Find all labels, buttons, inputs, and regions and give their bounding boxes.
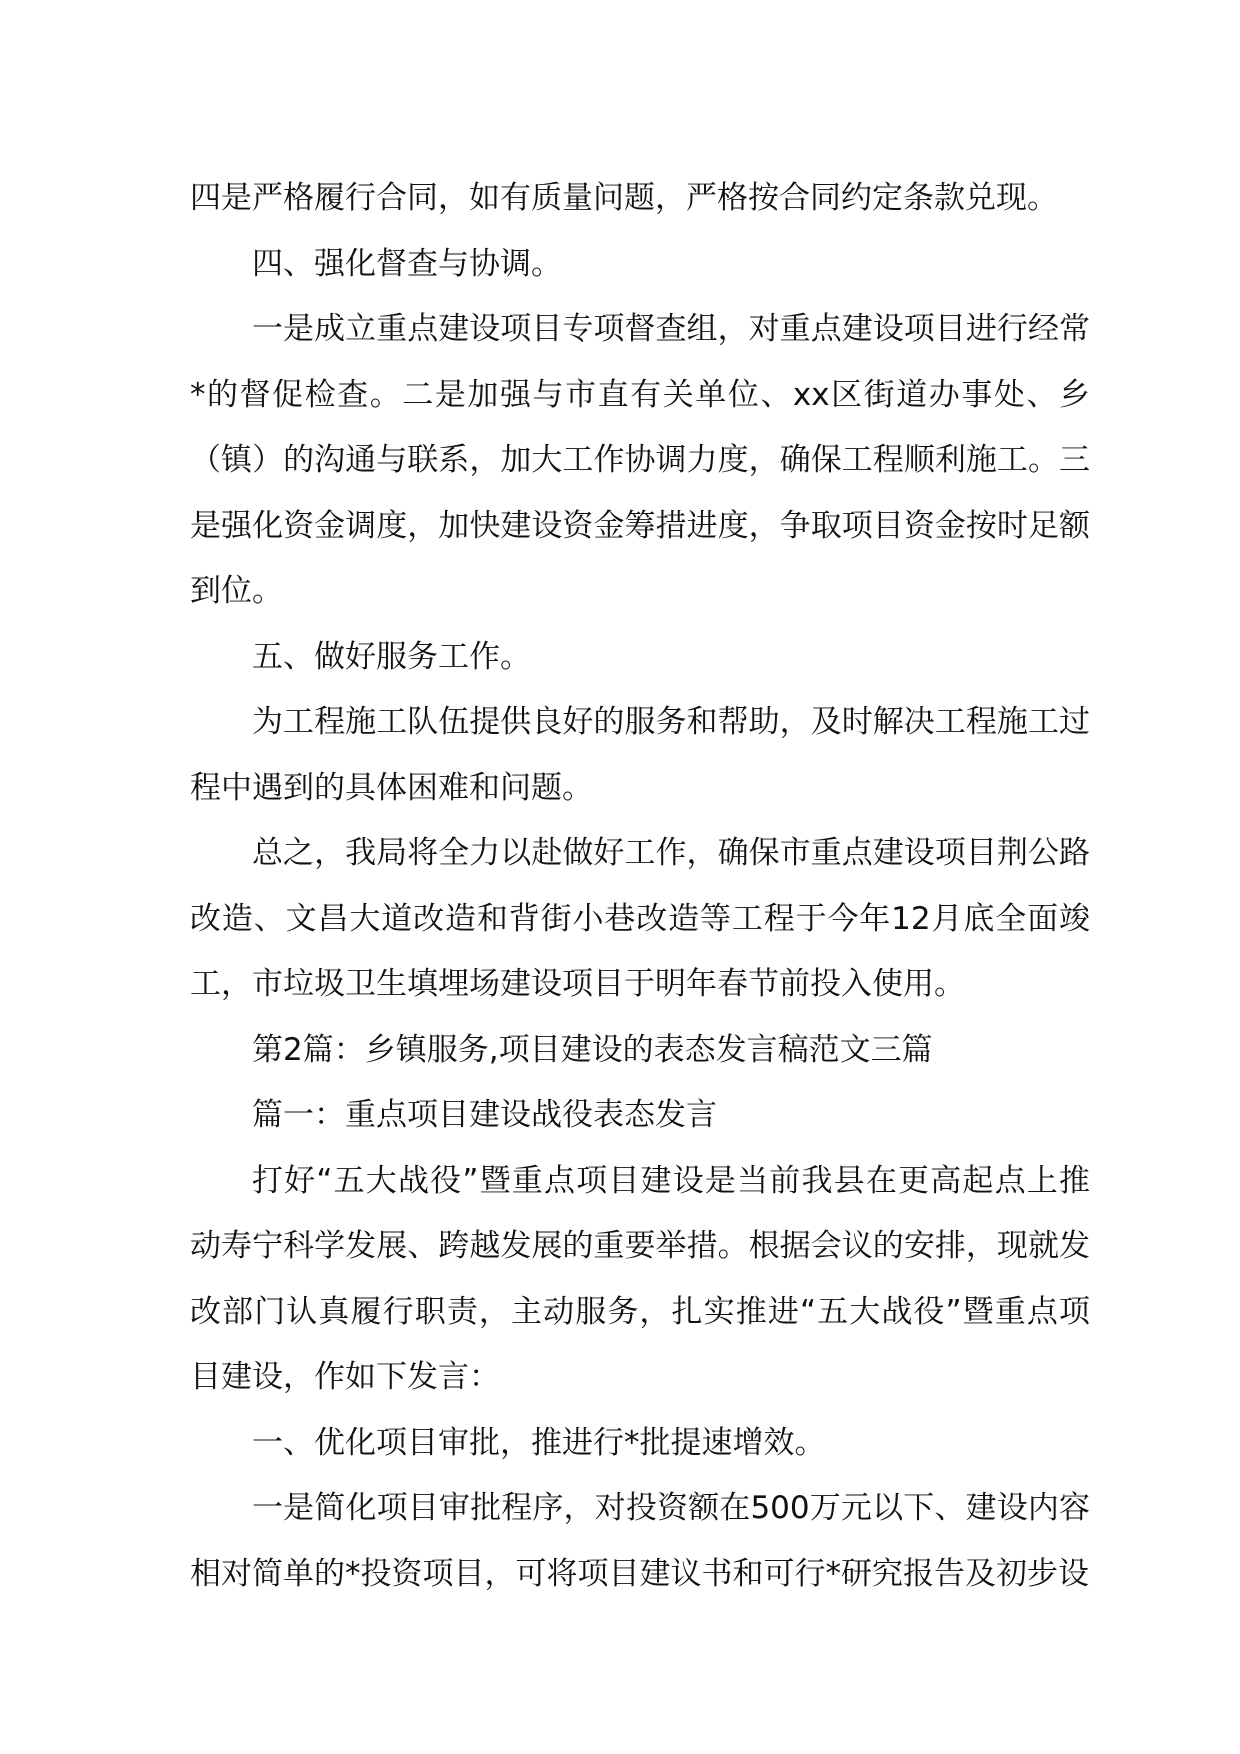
paragraph-campaign-intro: 打好“五大战役”暨重点项目建设是当前我县在更高起点上推动寿宁科学发展、跨越发展的重要举措。根据会议的安排，现就发改部门认真履行职责，主动服务，扎实推进“五大战役”暨重点项目建设，作如下发言： xyxy=(190,1162,1090,1395)
section-title-article-2: 第2篇：乡镇服务,项目建设的表态发言稿范文三篇 xyxy=(252,1031,933,1068)
heading-service-work: 五、做好服务工作。 xyxy=(252,638,531,675)
paragraph-service-details: 为工程施工队伍提供良好的服务和帮助，及时解决工程施工过程中遇到的具体困难和问题。 xyxy=(190,704,1090,806)
paragraph-conclusion: 总之，我局将全力以赴做好工作，确保市重点建设项目荆公路改造、文昌大道改造和背街小巷改造等工程于今年12月底全面竣工，市垃圾卫生填埋场建设项目于明年春节前投入使用。 xyxy=(190,835,1090,1002)
heading-supervision-coordination: 四、强化督查与协调。 xyxy=(252,245,562,282)
document-body xyxy=(190,166,1090,1607)
paragraph-approval-details: 一是简化项目审批程序，对投资额在500万元以下、建设内容相对简单的*投资项目，可将项目建议书和可行*研究报告及初步设 xyxy=(190,1490,1090,1592)
paragraph-supervision-details: 一是成立重点建设项目专项督查组，对重点建设项目进行经常*的督促检查。二是加强与市直有关单位、xx区街道办事处、乡（镇）的沟通与联系，加大工作协调力度，确保工程顺利施工。三是强化资金调度，加快建设资金筹措进度，争取项目资金按时足额到位。 xyxy=(190,311,1090,609)
heading-optimize-approval: 一、优化项目审批，推进行*批提速增效。 xyxy=(252,1424,826,1461)
section-subtitle-part-1: 篇一：重点项目建设战役表态发言 xyxy=(252,1097,717,1133)
paragraph-contract-enforcement: 四是严格履行合同，如有质量问题，严格按合同约定条款兑现。 xyxy=(190,180,1058,216)
